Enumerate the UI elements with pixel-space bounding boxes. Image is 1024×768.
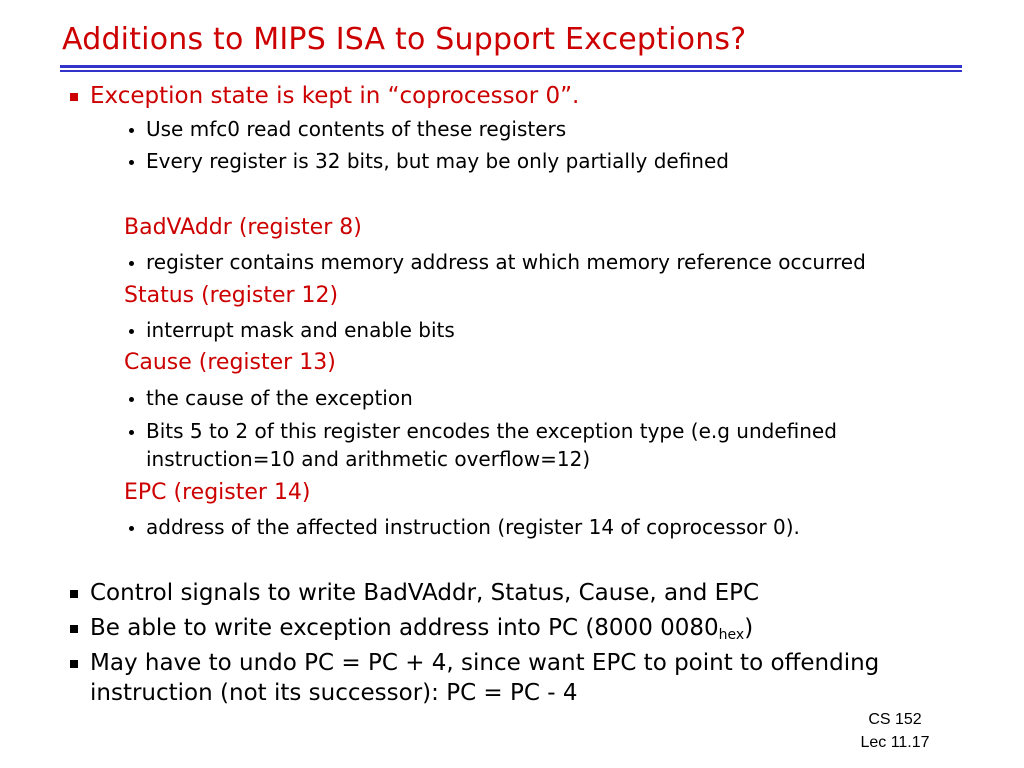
square-bullet-icon [70,625,78,633]
bullet-exception-state: Exception state is kept in “coprocessor 0”. [90,83,580,109]
dot-bullet-icon [129,397,134,402]
cause-heading: Cause (register 13) [124,350,336,375]
sub-bullet-register-width: Every register is 32 bits, but may be only partially defined [146,149,729,173]
cause-description: the cause of the exception [146,386,413,410]
status-description: interrupt mask and enable bits [146,318,455,342]
hex-subscript: hex [718,627,745,643]
dot-bullet-icon [129,128,134,133]
sub-bullet-mfc0: Use mfc0 read contents of these registers [146,117,567,141]
lecture-label: Lec 11.17 [860,734,930,751]
square-bullet-icon [70,93,78,101]
bullet-exception-address [90,615,753,643]
badvaddr-description: register contains memory address at which memory reference occurred [146,250,866,274]
dot-bullet-icon [129,160,134,165]
dot-bullet-icon [129,526,134,531]
exception-address-close: ) [744,615,754,641]
title-underline-thin [60,70,962,72]
bullet-undo-pc-line2: instruction (not its successor): PC = PC - 4 [90,680,578,706]
slide-footer [840,708,950,754]
dot-bullet-icon [129,261,134,266]
slide-title: Additions to MIPS ISA to Support Exceptions? [62,22,747,57]
bullet-control-signals: Control signals to write BadVAddr, Status, Cause, and EPC [90,580,760,606]
status-heading: Status (register 12) [124,283,339,308]
exception-address-text: Be able to write exception address into PC (8000 0080 [90,615,719,641]
bullet-undo-pc-line1: May have to undo PC = PC + 4, since want EPC to point to offending [90,650,880,676]
title-underline-thick [60,65,962,68]
square-bullet-icon [70,590,78,598]
course-label: CS 152 [868,711,922,728]
cause-bits-line2: instruction=10 and arithmetic overflow=12) [146,447,591,471]
square-bullet-icon [70,660,78,668]
epc-heading: EPC (register 14) [124,480,311,505]
dot-bullet-icon [129,329,134,334]
badvaddr-heading: BadVAddr (register 8) [124,215,362,240]
epc-description: address of the affected instruction (register 14 of coprocessor 0). [146,515,800,539]
dot-bullet-icon [129,430,134,435]
cause-bits-line1: Bits 5 to 2 of this register encodes the exception type (e.g undefined [146,419,837,443]
